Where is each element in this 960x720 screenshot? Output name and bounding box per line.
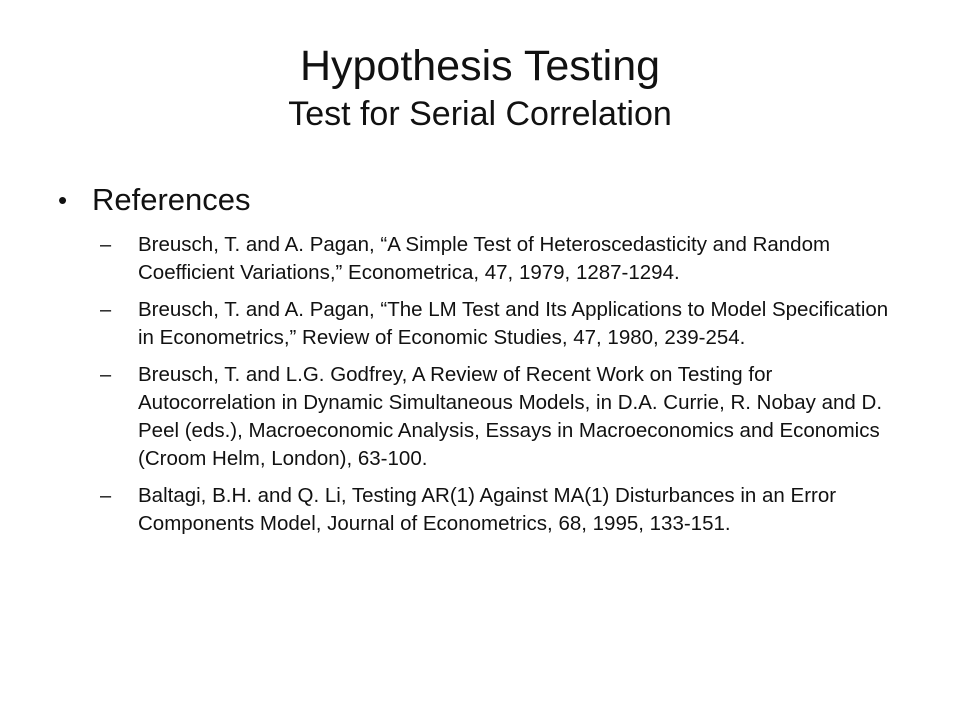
reference-text: Breusch, T. and A. Pagan, “The LM Test and Its Applications to Model Specification in Econometrics,” Review of Economic Studies, 47, 1980, 239-254. — [138, 298, 889, 349]
slide-subtitle: Test for Serial Correlation — [288, 95, 672, 133]
bullet-icon: • — [58, 185, 68, 215]
reference-text: Baltagi, B.H. and Q. Li, Testing AR(1) Against MA(1) Disturbances in an Error Components Model, Journal of Econometrics, 68, 1995, 133-151. — [138, 484, 837, 535]
slide-title: Hypothesis Testing — [299, 42, 661, 90]
reference-item — [100, 231, 918, 287]
dash-icon: – — [100, 485, 112, 507]
title-block — [0, 40, 960, 136]
reference-item — [100, 296, 918, 352]
dash-icon: – — [100, 364, 112, 386]
bullet-item-references — [58, 175, 918, 225]
dash-icon: – — [100, 299, 112, 321]
reference-text: Breusch, T. and L.G. Godfrey, A Review of Recent Work on Testing for Autocorrelation in Dynamic Simultaneous Models, in D.A. Currie, R. Nobay and D. Peel (eds.), Macroeconomic Analysis, Essays in Macroeconomics and Economics (Croom Helm, London), 63-100. — [138, 363, 883, 470]
reference-list — [58, 231, 918, 538]
reference-item — [100, 482, 918, 538]
bullet-label: References — [92, 182, 251, 217]
reference-item — [100, 361, 918, 473]
reference-text: Breusch, T. and A. Pagan, “A Simple Test of Heteroscedasticity and Random Coefficient Variations,” Econometrica, 47, 1979, 1287-1294. — [138, 233, 831, 284]
content-list — [58, 175, 918, 547]
dash-icon: – — [100, 234, 112, 256]
